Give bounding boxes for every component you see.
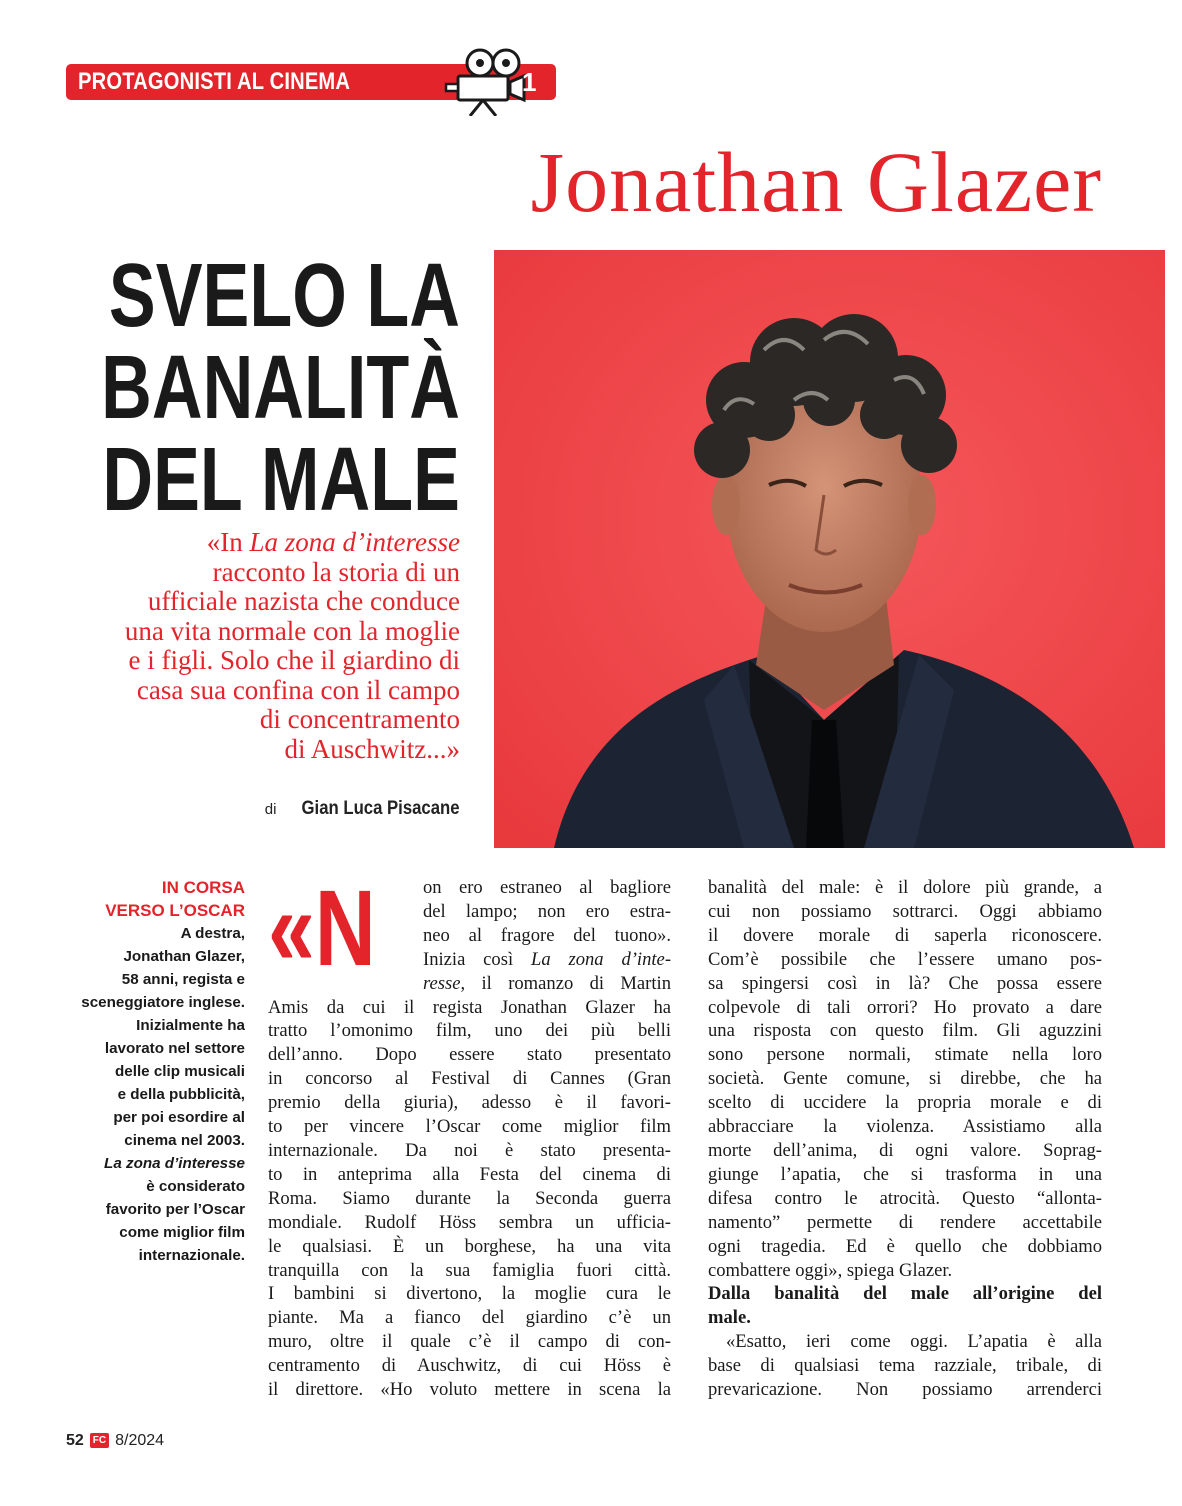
deck-line: una vita normale con la moglie	[124, 615, 460, 646]
body-line: tranquilla con la sua famiglia fuori città.	[268, 1259, 671, 1281]
caption-title-line: IN CORSA	[161, 878, 245, 897]
body-line: morte dell’anima, di ogni valore. Soprag-	[708, 1139, 1102, 1161]
body-line: to in anteprima alla Festa del cinema di	[268, 1163, 671, 1185]
article-column-1	[268, 867, 672, 1402]
body-line: colpevole di tali orrori? Ho provato a dare	[708, 996, 1102, 1018]
body-line: prevaricazione. Non possiamo arrenderci	[708, 1379, 1102, 1401]
headline-line: SVELO LA	[108, 246, 460, 346]
drop-cap: «N	[268, 867, 376, 988]
portrait-photo	[494, 250, 1165, 848]
body-line: «Esatto, ieri come oggi. L’apatia è alla	[726, 1331, 1102, 1353]
body-line: il direttore. «Ho voluto mettere in scena la	[268, 1379, 671, 1401]
body-line: ogni tragedia. Ed è quello che dobbiamo	[708, 1235, 1102, 1257]
byline-prefix: di	[264, 801, 277, 818]
subhead-line: male.	[708, 1307, 751, 1329]
caption-line: per poi esordire al	[113, 1109, 245, 1126]
caption-line: è considerato	[146, 1178, 245, 1195]
body-line: banalità del male: è il dolore più grande, a	[708, 877, 1102, 898]
caption-line: A destra,	[180, 925, 245, 942]
body-line: neo al fragore del tuono».	[423, 924, 671, 946]
section-tag	[66, 64, 556, 100]
body-line: dell’anno. Dopo essere stato presentato	[268, 1044, 671, 1066]
body-line: premio della giuria), adesso è il favori-	[268, 1092, 671, 1114]
caption-line: sceneggiatore inglese.	[81, 994, 245, 1011]
deck-line: racconto la storia di un	[212, 556, 460, 587]
body-line: cui non possiamo sottrarci. Oggi abbiamo	[708, 900, 1102, 922]
caption-line: come miglior film	[119, 1224, 245, 1241]
body-line: Inizia così La zona d’inte-	[423, 948, 672, 970]
byline	[265, 798, 460, 820]
body-line: resse, il romanzo di Martin	[423, 972, 671, 994]
body-line: sono persone normali, stimate nella loro	[708, 1044, 1102, 1066]
body-line: centramento di Auschwitz, di cui Höss è	[268, 1355, 671, 1377]
page-footer	[66, 1432, 164, 1450]
body-line: le qualsiasi. È un borghese, ha una vita	[268, 1235, 671, 1257]
fc-logo: FC	[90, 1433, 109, 1448]
body-line: Roma. Siamo durante la Seconda guerra	[268, 1187, 671, 1209]
deck-quote	[40, 528, 460, 764]
headline	[101, 246, 461, 530]
issue-date: 8/2024	[115, 1432, 165, 1449]
article-column-2	[708, 876, 1102, 1402]
headline-line: DEL MALE	[102, 430, 461, 530]
deck-line: casa sua confina con il campo	[136, 674, 460, 705]
body-line: to per vincere l’Oscar come miglior film	[268, 1116, 671, 1138]
body-line: tratto l’omonimo film, uno dei più belli	[268, 1020, 671, 1042]
caption-line: delle clip musicali	[115, 1063, 245, 1080]
body-line: I bambini si divertono, la moglie cura le	[268, 1283, 671, 1305]
caption-film-title: La zona d’interesse	[104, 1155, 245, 1172]
caption-line: Jonathan Glazer,	[123, 948, 245, 965]
deck-line: di Auschwitz...»	[284, 733, 460, 764]
body-line: Com’è possibile che l’essere umano pos-	[708, 948, 1102, 970]
person-name: Jonathan Glazer	[530, 134, 1102, 230]
caption-line: Inizialmente ha	[136, 1017, 245, 1034]
caption-title-line: VERSO L’OSCAR	[105, 901, 245, 920]
deck-line: ufficiale nazista che conduce	[147, 586, 460, 616]
caption-line: lavorato nel settore	[104, 1040, 245, 1057]
body-line: abbracciare la violenza. Assistiamo alla	[708, 1116, 1102, 1138]
headline-line: BANALITÀ	[101, 338, 460, 438]
body-line: internazionale. Da noi è stato presenta-	[268, 1139, 671, 1161]
caption-line: e della pubblicità,	[117, 1086, 245, 1103]
body-line: namento” permette di rendere accettabile	[708, 1211, 1102, 1233]
caption-line: 58 anni, regista e	[121, 971, 245, 988]
body-line: mondiale. Rudolf Höss sembra un ufficia-	[268, 1211, 671, 1233]
caption-line: internazionale.	[138, 1247, 245, 1264]
body-line: in concorso al Festival di Cannes (Gran	[268, 1068, 671, 1090]
deck-line: e i figli. Solo che il giardino di	[128, 645, 460, 675]
body-line: sa spingersi così in là? Che possa essere	[708, 972, 1102, 994]
body-line: una risposta con questo film. Gli aguzzini	[708, 1020, 1102, 1042]
body-line: muro, oltre il quale c’è il campo di con-	[268, 1331, 671, 1353]
body-line: il dovere morale di saperla riconoscere.	[708, 924, 1102, 946]
body-line: giunge l’apatia, che si trasforma in una	[708, 1163, 1102, 1185]
caption-line: cinema nel 2003.	[124, 1132, 245, 1149]
page-number: 52	[66, 1432, 84, 1449]
body-line: piante. Ma a fianco del giardino c’è un	[268, 1307, 671, 1329]
section-label: PROTAGONISTI AL CINEMA	[78, 68, 351, 95]
section-number: 1	[522, 67, 537, 97]
body-line: base di qualsiasi tema razziale, tribale, di	[708, 1355, 1102, 1377]
caption-line: favorito per l’Oscar	[105, 1201, 245, 1218]
body-line: on ero estraneo al bagliore	[423, 877, 671, 898]
body-line: scelto di uccidere la propria morale e di	[708, 1092, 1102, 1114]
deck-line: di concentramento	[259, 704, 460, 734]
deck-line: «In La zona d’interesse	[206, 527, 460, 557]
photo-caption	[40, 876, 245, 1267]
body-line: società. Gente comune, si direbbe, che ha	[708, 1068, 1102, 1090]
body-line: difesa contro le atrocità. Questo “allonta-	[708, 1187, 1102, 1209]
body-line: del lampo; non ero estra-	[423, 900, 671, 922]
body-line: Amis da cui il regista Jonathan Glazer ha	[268, 996, 671, 1018]
subhead-line: Dalla banalità del male all’origine del	[708, 1283, 1102, 1305]
body-line: combattere oggi», spiega Glazer.	[708, 1259, 953, 1281]
film-title: La zona d’interesse	[249, 527, 460, 557]
byline-author: Gian Luca Pisacane	[302, 798, 460, 819]
